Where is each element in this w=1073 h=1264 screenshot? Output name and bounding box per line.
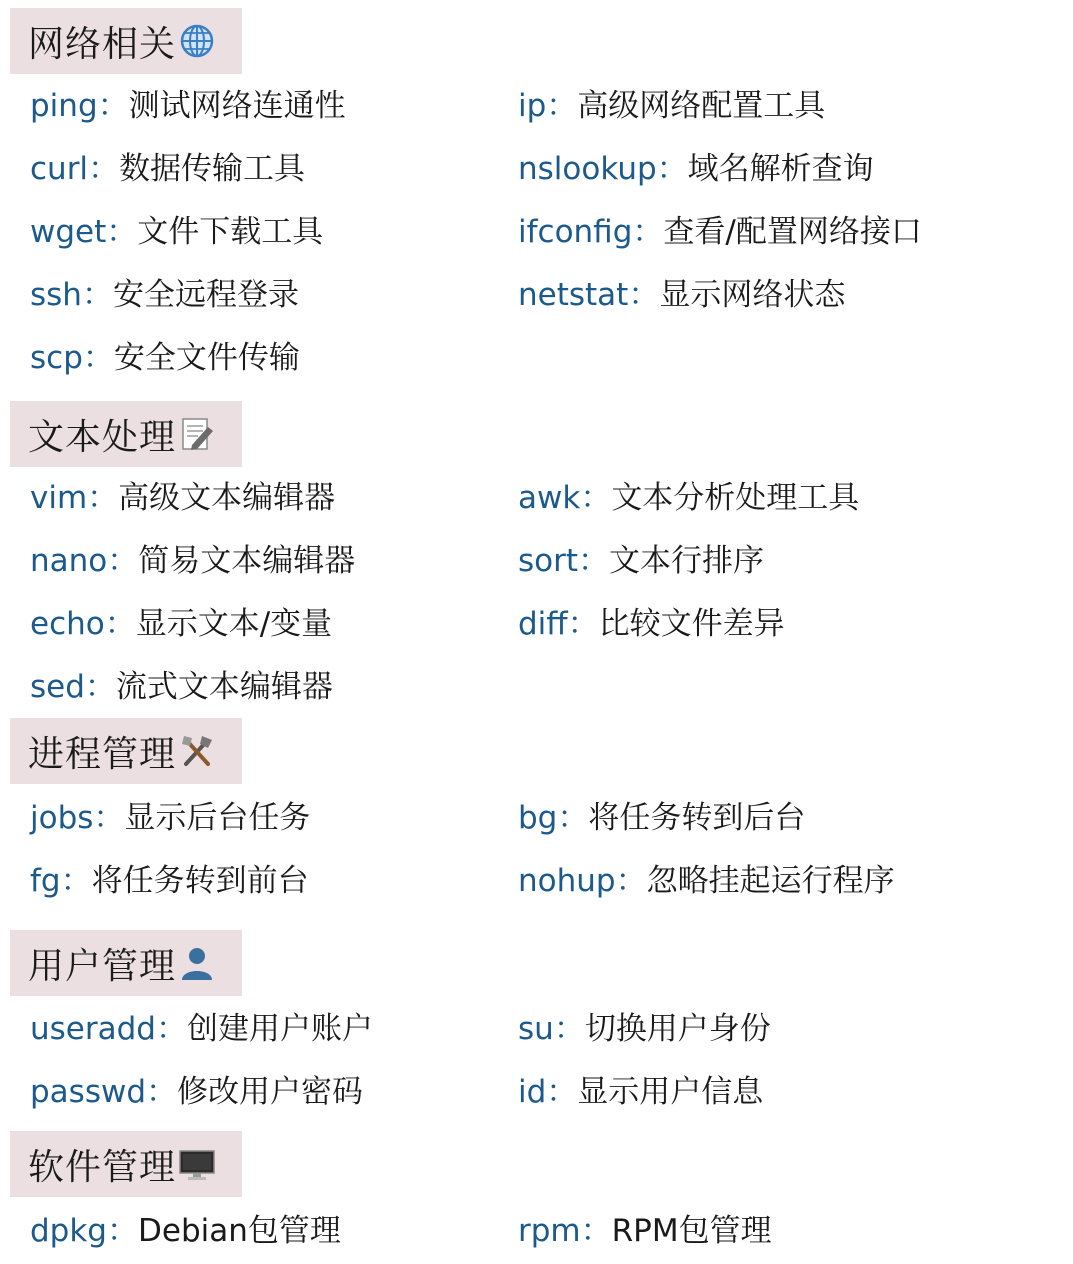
section-header-network — [10, 8, 242, 74]
section-header-software — [10, 1131, 242, 1197]
command-item: vim：高级文本编辑器 — [30, 480, 336, 516]
section-title: 文本处理 — [28, 416, 177, 458]
command-item: id：显示用户信息 — [518, 1074, 764, 1110]
globe-icon — [178, 22, 216, 60]
command-item: jobs：显示后台任务 — [30, 800, 311, 836]
command-item: ip：高级网络配置工具 — [518, 88, 826, 124]
command-item: netstat：显示网络状态 — [518, 277, 846, 313]
command-item: fg：将任务转到前台 — [30, 863, 309, 899]
command-item: su：切换用户身份 — [518, 1011, 771, 1047]
command-item: sed：流式文本编辑器 — [30, 669, 333, 705]
tools-icon — [178, 732, 216, 770]
command-item: awk：文本分析处理工具 — [518, 480, 860, 516]
command-item: ifconfig：查看/配置网络接口 — [518, 214, 922, 250]
user-icon — [178, 944, 216, 982]
command-item: wget：文件下载工具 — [30, 214, 324, 250]
computer-icon — [178, 1145, 216, 1183]
command-item: echo：显示文本/变量 — [30, 606, 333, 642]
section-title: 用户管理 — [28, 945, 177, 987]
command-item: scp：安全文件传输 — [30, 340, 300, 376]
section-header-process — [10, 718, 242, 784]
command-item: ssh：安全远程登录 — [30, 277, 299, 313]
section-title: 进程管理 — [28, 733, 177, 775]
command-item: diff：比较文件差异 — [518, 606, 785, 642]
command-item: passwd：修改用户密码 — [30, 1074, 364, 1110]
command-item: bg：将任务转到后台 — [518, 800, 806, 836]
command-item: nano：简易文本编辑器 — [30, 543, 356, 579]
memo-icon — [178, 415, 216, 453]
command-item: useradd：创建用户账户 — [30, 1011, 373, 1047]
command-item: nslookup：域名解析查询 — [518, 151, 874, 187]
section-header-user — [10, 930, 242, 996]
section-header-text — [10, 401, 242, 467]
command-item: sort：文本行排序 — [518, 543, 765, 579]
command-item: dpkg：Debian包管理 — [30, 1213, 341, 1249]
command-item: rpm：RPM包管理 — [518, 1213, 772, 1249]
section-title: 网络相关 — [28, 23, 177, 65]
command-item: ping：测试网络连通性 — [30, 88, 346, 124]
command-item: curl：数据传输工具 — [30, 151, 306, 187]
command-item: nohup：忽略挂起运行程序 — [518, 863, 895, 899]
section-title: 软件管理 — [28, 1146, 177, 1188]
